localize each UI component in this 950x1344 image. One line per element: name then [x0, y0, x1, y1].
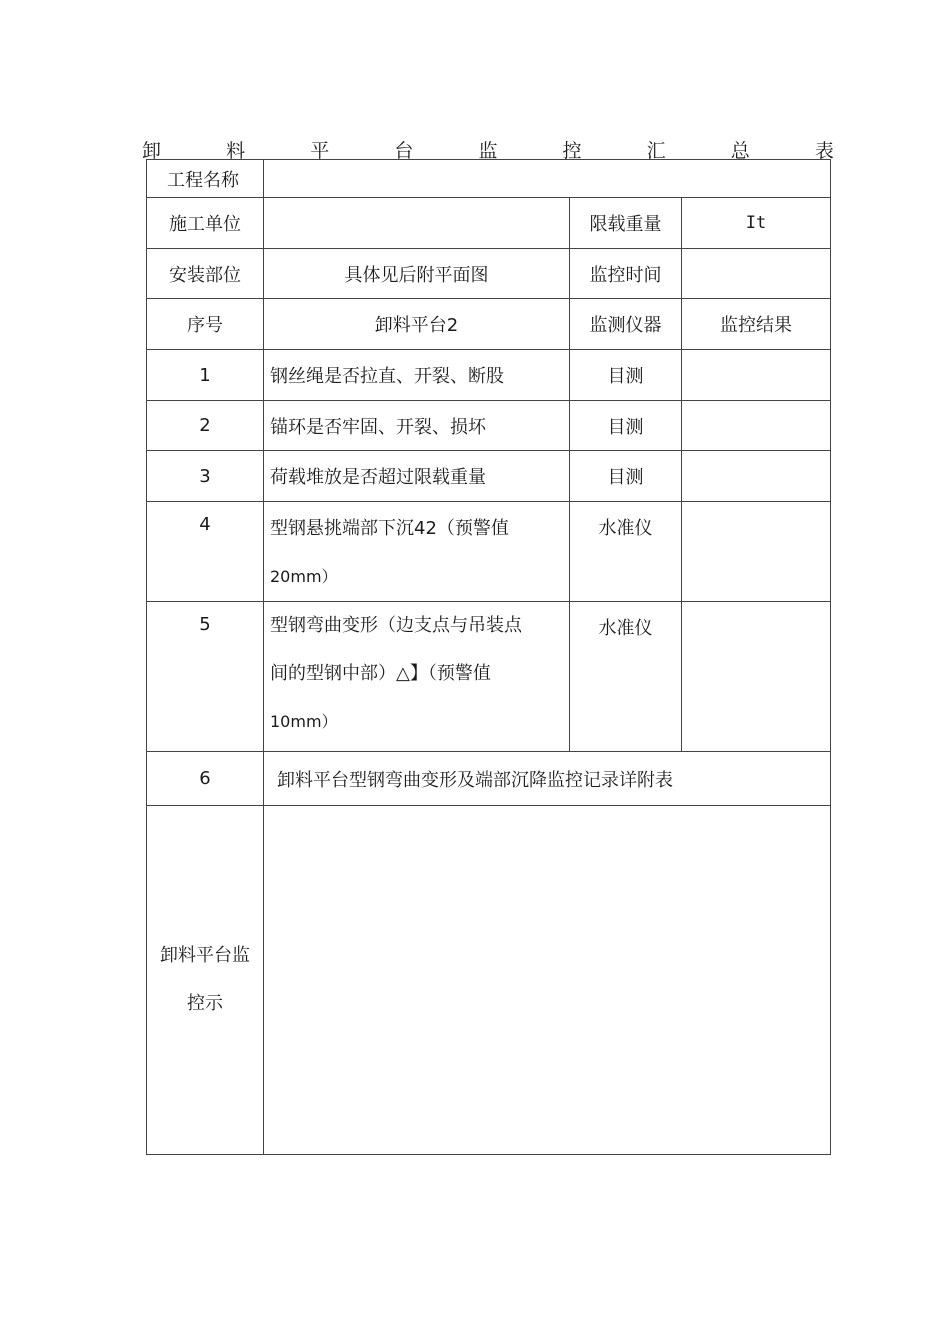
project-name-label: 工程名称: [147, 160, 264, 198]
table-row: [147, 249, 831, 299]
table-row: [147, 752, 831, 806]
table-row: [147, 350, 831, 401]
item-content: 锚环是否牢固、开裂、损坏: [264, 401, 570, 451]
item-result[interactable]: [682, 350, 831, 401]
title-char: 台: [394, 139, 414, 162]
load-limit-label: 限载重量: [570, 198, 682, 249]
item-no: 4: [147, 502, 264, 602]
item-result[interactable]: [682, 451, 831, 502]
title-char: 表: [814, 139, 834, 162]
table-row: [147, 198, 831, 249]
title-char: 总: [730, 139, 750, 162]
item-content: [264, 502, 570, 602]
diagram-label-line: 卸料平台监: [160, 945, 250, 966]
table-row: [147, 401, 831, 451]
item-instrument: 目测: [570, 451, 682, 502]
load-limit-value[interactable]: It: [682, 198, 831, 249]
item-result[interactable]: [682, 502, 831, 602]
table-row: [147, 160, 831, 198]
item-no: 1: [147, 350, 264, 401]
title-char: 汇: [646, 139, 666, 162]
item-no: 6: [147, 752, 264, 806]
item-content-line: 型钢弯曲变形（边支点与吊装点: [270, 615, 522, 636]
monitor-time-value[interactable]: [682, 249, 831, 299]
diagram-label: [147, 806, 264, 1155]
diagram-label-line: 控示: [187, 993, 223, 1014]
table-row: [147, 806, 831, 1155]
diagram-area[interactable]: [264, 806, 831, 1155]
item-content: 荷载堆放是否超过限载重量: [264, 451, 570, 502]
title-char: 控: [562, 139, 582, 162]
construction-unit-label: 施工单位: [147, 198, 264, 249]
item-result[interactable]: [682, 401, 831, 451]
title-char: 监: [478, 139, 498, 162]
title-char: 料: [226, 139, 246, 162]
table-row: [147, 299, 831, 350]
item-no: 2: [147, 401, 264, 451]
title-char: 卸: [142, 139, 162, 162]
install-location-label: 安装部位: [147, 249, 264, 299]
item-instrument: 水准仪: [570, 602, 682, 752]
item-content-line: 型钢悬挑端部下沉42（预警值: [270, 518, 509, 539]
item-content-line: 间的型钢中部）△】（预警值: [270, 663, 491, 684]
project-name-value[interactable]: [264, 160, 831, 198]
item-instrument: 水准仪: [570, 502, 682, 602]
item-content: [264, 602, 570, 752]
construction-unit-value[interactable]: [264, 198, 570, 249]
title-char: 平: [310, 139, 330, 162]
monitor-time-label: 监控时间: [570, 249, 682, 299]
platform-header: 卸料平台2: [264, 299, 570, 350]
install-location-value[interactable]: 具体见后附平面图: [264, 249, 570, 299]
item-no: 3: [147, 451, 264, 502]
instrument-header: 监测仪器: [570, 299, 682, 350]
item-content-line: 20mm）: [270, 567, 338, 586]
monitoring-summary-table: [146, 159, 831, 1155]
result-header: 监控结果: [682, 299, 831, 350]
table-row: [147, 502, 831, 602]
item-instrument: 目测: [570, 401, 682, 451]
item-no: 5: [147, 602, 264, 752]
table-row: [147, 602, 831, 752]
item-instrument: 目测: [570, 350, 682, 401]
item-result[interactable]: [682, 602, 831, 752]
table-row: [147, 451, 831, 502]
item-content: 钢丝绳是否拉直、开裂、断股: [264, 350, 570, 401]
item-content-line: 10mm）: [270, 712, 338, 731]
item-content: 卸料平台型钢弯曲变形及端部沉降监控记录详附表: [264, 752, 831, 806]
seq-header: 序号: [147, 299, 264, 350]
